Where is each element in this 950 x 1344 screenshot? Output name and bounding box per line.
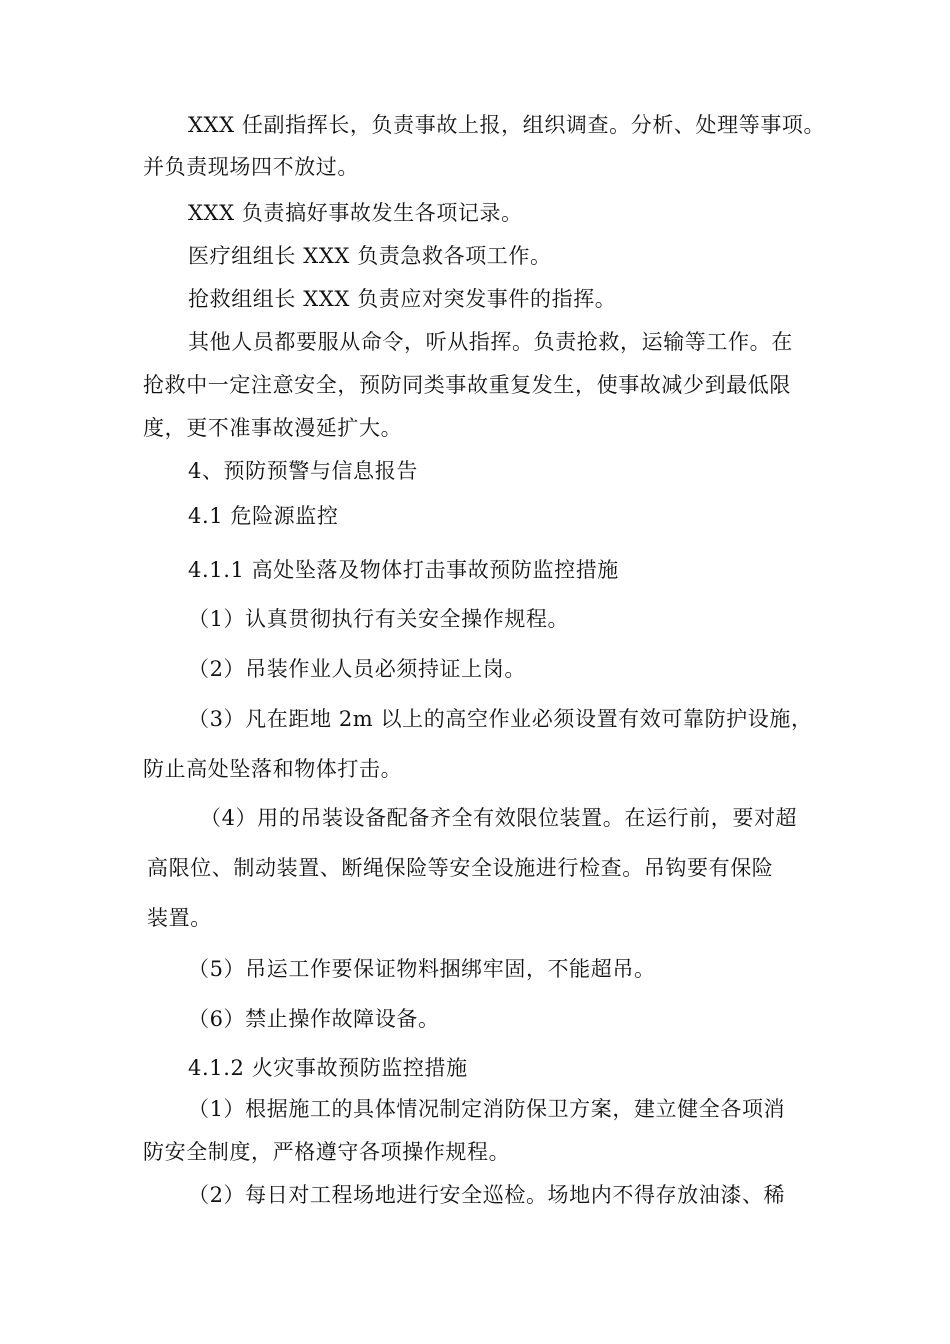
text-line: 抢救中一定注意安全，预防同类事故重复发生，使事故减少到最低限: [143, 373, 791, 397]
text-line: 并负责现场四不放过。: [143, 155, 359, 179]
list-item: （2）吊装作业人员必须持证上岗。: [188, 657, 526, 681]
list-item: （6）禁止操作故障设备。: [188, 1007, 440, 1031]
list-item: （2）每日对工程场地进行安全巡检。场地内不得存放油漆、稀: [188, 1183, 786, 1207]
text-line: 防安全制度，严格遵守各项操作规程。: [143, 1140, 511, 1164]
list-item: （4）用的吊装设备配备齐全有效限位装置。在运行前，要对超: [200, 806, 798, 830]
text-line: 度，更不准事故漫延扩大。: [143, 416, 403, 440]
list-item: （1）根据施工的具体情况制定消防保卫方案，建立健全各项消: [188, 1097, 786, 1121]
section-heading: 4、预防预警与信息报告: [188, 459, 418, 483]
text-line: 高限位、制动装置、断绳保险等安全设施进行检查。吊钩要有保险: [147, 856, 774, 880]
text-line: 医疗组组长 XXX 负责急救各项工作。: [188, 244, 552, 268]
list-item: （1）认真贯彻执行有关安全操作规程。: [188, 607, 570, 631]
subsection-heading: 4.1.1 高处坠落及物体打击事故预防监控措施: [188, 558, 619, 582]
list-item: （3）凡在距地 2m 以上的高空作业必须设置有效可靠防护设施，: [188, 707, 813, 731]
text-line: 抢救组组长 XXX 负责应对突发事件的指挥。: [188, 287, 617, 311]
text-line: XXX 负责搞好事故发生各项记录。: [188, 201, 523, 225]
text-line: 装置。: [147, 906, 212, 930]
text-line: XXX 任副指挥长，负责事故上报，组织调查。分析、处理等事项。: [188, 113, 826, 137]
list-item: （5）吊运工作要保证物料捆绑牢固，不能超吊。: [188, 957, 656, 981]
subsection-heading: 4.1.2 火灾事故预防监控措施: [188, 1056, 468, 1080]
text-line: 防止高处坠落和物体打击。: [143, 757, 403, 781]
text-line: 其他人员都要服从命令，听从指挥。负责抢救，运输等工作。在: [188, 330, 793, 354]
subsection-heading: 4.1 危险源监控: [188, 504, 339, 528]
